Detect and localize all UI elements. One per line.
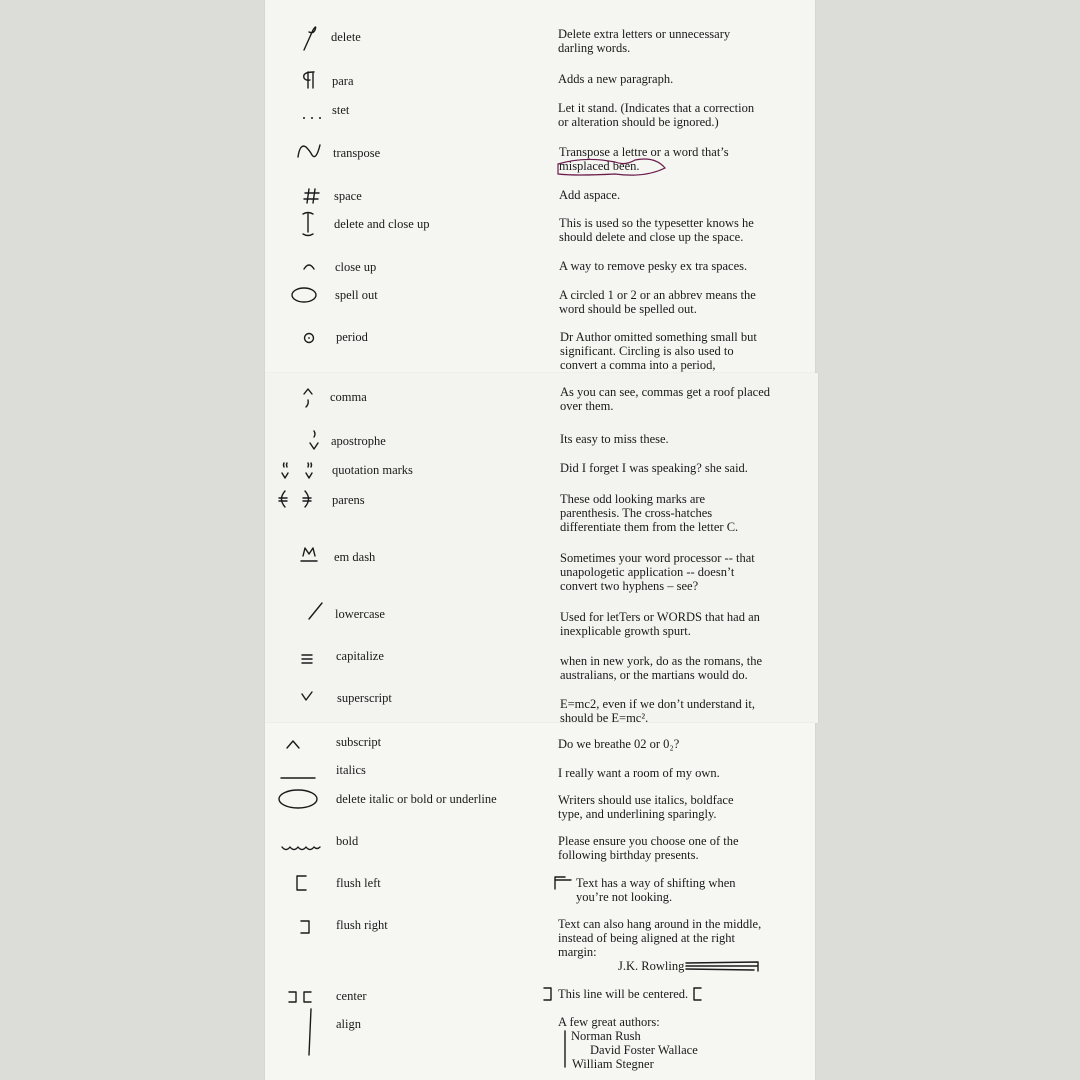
entry-example: A circled 1 or 2 or an abbrev means the word should be spelled out. [559,288,756,316]
sheet-page-1 [265,0,815,373]
entry-example: Sometimes your word processor -- that unapologetic application -- doesn’t convert two hyphens – see? [560,551,755,593]
entry-name: apostrophe [331,434,386,448]
entry-name: close up [335,260,377,274]
circled-dot-icon [287,321,331,355]
caret-comma-icon [286,381,330,415]
delete-mark-icon [288,20,332,54]
entry-example: A way to remove pesky ex tra spaces. [559,259,748,273]
entry-example: Text can also hang around in the middle, instead of being aligned at the right margin: [558,917,762,959]
entry-example: Add aspace. [559,188,621,202]
wavy-line-icon [279,828,323,862]
entry-name: delete and close up [334,217,430,231]
entry-example: Its easy to miss these. [560,432,669,446]
entry-name: em dash [334,550,376,564]
entry-name: parens [332,493,365,507]
stet-dots-icon [290,96,334,130]
ellipse-icon [282,278,326,312]
entry-name: flush left [336,876,381,890]
entry-name: bold [336,834,359,848]
entry-example: This is used so the typesetter knows he should delete and close up the space. [559,216,754,244]
flush-right-pen-mark [684,958,764,974]
vertical-line-icon [288,1015,332,1049]
entry-name: align [336,1017,361,1031]
entry-example: These odd looking marks are parenthesis. The cross-hatches differentiate them from the letter C. [560,492,739,534]
entry-example: when in new york, do as the romans, the australians, or the martians would do. [560,654,763,682]
entry-example: Transpose a lettre or a word that’s misplaced been. [559,145,729,173]
entry-example: Text has a way of shifting when you’re not looking. [576,876,736,904]
entry-example: As you can see, commas get a roof placed over them. [560,385,770,413]
entry-name: lowercase [335,607,385,621]
entry-name: comma [330,390,367,404]
flush-right-author: J.K. Rowling [618,959,685,973]
entry-example: Delete extra letters or unnecessary darling words. [558,27,731,55]
pilcrow-icon [288,63,332,97]
entry-example: Adds a new paragraph. [558,72,674,86]
entry-example: Used for letTers or WORDS that had an inexplicable growth spurt. [560,610,760,638]
transpose-pen-marks [555,146,675,180]
center-pen-mark-left [540,985,556,1003]
entry-name: delete [331,30,361,44]
v-mark-icon [285,679,329,713]
entry-name: italics [336,763,366,777]
entry-example: E=mc2, even if we don’t understand it, should be E=mc². [560,697,755,725]
left-bracket-icon [279,866,323,900]
flush-left-pen-mark [551,874,573,892]
entry-name: flush right [336,918,388,932]
caret-icon [271,727,315,761]
entry-example: Please ensure you choose one of the following birthday presents. [558,834,739,862]
entry-name: center [336,989,367,1003]
entry-example: I really want a room of my own. [558,766,720,780]
right-bracket-icon [284,910,328,944]
align-pen-mark [560,1028,570,1070]
entry-name: delete italic or bold or underline [336,792,497,806]
entry-name: space [334,189,362,203]
entry-name: para [332,74,354,88]
triple-underline-icon [285,641,329,675]
parens-icon [275,482,319,516]
entry-name: period [336,330,368,344]
center-pen-mark-right [689,985,705,1003]
entry-example: This line will be centered. [558,987,689,1001]
entry-name: quotation marks [332,463,413,477]
entry-example: A few great authors: [558,1015,660,1029]
slash-icon [293,594,337,628]
author-item: David Foster Wallace [590,1043,698,1057]
transpose-icon [287,134,331,168]
large-ellipse-icon [276,782,320,816]
entry-example: Do we breathe 02 or 0₂? [558,737,680,751]
em-dash-icon [287,538,331,572]
entry-name: stet [332,103,350,117]
entry-example: Dr Author omitted something small but significant. Circling is also used to convert a comma into a period, [560,330,757,372]
entry-name: subscript [336,735,382,749]
entry-example: Writers should use italics, boldface type, and underlining sparingly. [558,793,734,821]
apostrophe-icon [292,423,336,457]
author-item: Norman Rush [571,1029,641,1043]
entry-name: transpose [333,146,381,160]
entry-name: spell out [335,288,378,302]
entry-example: Let it stand. (Indicates that a correction or alteration should be ignored.) [558,101,755,129]
delete-close-up-icon [286,207,330,241]
entry-name: capitalize [336,649,384,663]
entry-name: superscript [337,691,392,705]
entry-example: Did I forget I was speaking? she said. [560,461,748,475]
author-item: William Stegner [572,1057,654,1071]
